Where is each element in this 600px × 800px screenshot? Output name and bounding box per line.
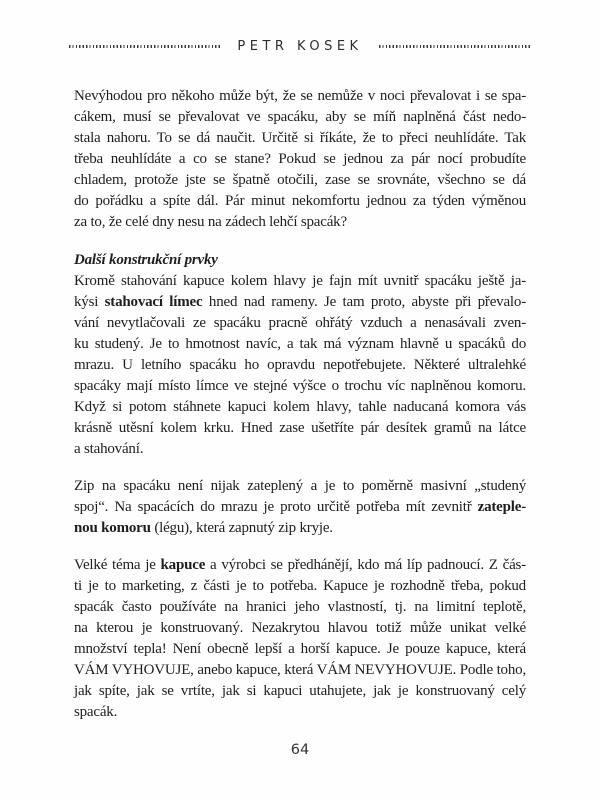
text-segment: na kterou je konstruovaný. Nezakrytou hlavou totiž může unikat velké xyxy=(74,620,526,636)
text-segment: cákem, musí se převalovat ve spacáku, aby se míň naplněná část nedo- xyxy=(74,109,526,125)
paragraph xyxy=(74,271,526,460)
paragraph xyxy=(74,555,526,723)
bold-term: kapuce xyxy=(160,557,206,573)
text-segment: ti je to marketing, z části je to potřeba. Kapuce je rozhodně třeba, pokud xyxy=(74,578,526,594)
text-line xyxy=(74,355,526,376)
text-line xyxy=(74,597,526,618)
text-segment: spoj“. Na spacácích do mrazu je proto určitě potřeba mít zevnitř xyxy=(74,499,478,515)
page-footer xyxy=(0,742,600,758)
text-segment: Kromě stahování kapuce kolem hlavy je fajn mít uvnitř spacáku ještě ja- xyxy=(74,273,526,289)
text-line xyxy=(74,439,526,460)
text-segment: jak spíte, jak se vrtíte, jak si kapuci utahujete, jak je konstruovaný celý xyxy=(74,683,526,699)
text-segment: množství tepla! Není obecně lepší a horší kapuce. Je pouze kapuce, která xyxy=(74,641,526,657)
text-line xyxy=(74,476,526,497)
text-segment: krásně utěsní kolem krku. Hned zase ušetříte pár desítek gramů na látce xyxy=(74,420,526,436)
text-line xyxy=(74,191,526,212)
text-segment: do pořádku a spíte dál. Pár minut nekomfortu jednou za týden výměnou xyxy=(74,193,526,209)
header-rule-right xyxy=(379,45,531,48)
text-segment: spacák. xyxy=(74,704,118,720)
text-line xyxy=(74,618,526,639)
text-segment: třeba neuhlídáte a co se stane? Pokud se jednou za pár nocí probudíte xyxy=(74,151,526,167)
text-segment: a výrobci se předhánějí, kdo má líp padnoucí. Z čás- xyxy=(205,557,526,573)
running-header-author: PETR KOSEK xyxy=(237,39,363,54)
paragraph xyxy=(74,476,526,539)
text-line xyxy=(74,212,526,233)
bold-term: nou komoru xyxy=(74,520,151,536)
bold-term: stahovací límec xyxy=(104,294,203,310)
text-segment: kýsi xyxy=(74,294,105,310)
text-line xyxy=(74,376,526,397)
text-line xyxy=(74,639,526,660)
text-segment: hned nad rameny. Je tam proto, abyste při převalo- xyxy=(202,294,526,310)
text-segment: chladem, protože jste se špatně otočili, zase se srovnáte, všechno se dá xyxy=(74,172,526,188)
text-line xyxy=(74,86,526,107)
text-segment: Když si potom stáhnete kapuci kolem hlavy, tahle naducaná komora vás xyxy=(74,399,526,415)
running-header xyxy=(0,39,600,54)
paragraph xyxy=(74,86,526,233)
text-segment: Nevýhodou pro někoho může být, že se nemůže v noci převalovat i se spa- xyxy=(74,88,526,104)
text-line xyxy=(74,170,526,191)
text-segment: za to, že celé dny nesu na zádech lehčí spacák? xyxy=(74,214,347,230)
text-line xyxy=(74,497,526,518)
text-segment: stala nahoru. To se dá naučit. Určitě si říkáte, že to přeci neuhlídáte. Tak xyxy=(74,130,526,146)
text-line xyxy=(74,555,526,576)
header-rule-left xyxy=(69,45,221,48)
text-segment: VÁM VYHOVUJE, anebo kapuce, která VÁM NEVYHOVUJE. Podle toho, xyxy=(74,662,526,678)
text-line xyxy=(74,681,526,702)
text-segment: vání nevytlačovali ze spacáku pracně ohřátý vzduch a nenasávali zven- xyxy=(74,315,526,331)
text-line xyxy=(74,397,526,418)
text-segment: Zip na spacáku není nijak zateplený a je to poměrně masivní „studený xyxy=(74,478,526,494)
text-segment: mrazu. U letního spacáku ho opravdu nepotřebujete. Některé ultralehké xyxy=(74,357,526,373)
text-line xyxy=(74,128,526,149)
text-line xyxy=(74,334,526,355)
text-segment: ku studený. Je to hmotnost navíc, a tak má význam hlavně u spacáků do xyxy=(74,336,526,352)
section-heading: Další konstrukční prvky xyxy=(74,252,218,268)
page-number: 64 xyxy=(290,742,310,758)
text-line xyxy=(74,271,526,292)
text-line xyxy=(74,660,526,681)
text-line xyxy=(74,107,526,128)
bold-term: zateple- xyxy=(477,499,526,515)
text-segment: Velké téma je xyxy=(74,557,161,573)
text-line xyxy=(74,576,526,597)
text-segment: (légu), která zapnutý zip kryje. xyxy=(150,520,333,536)
text-line xyxy=(74,518,526,539)
page-text xyxy=(74,86,526,723)
text-segment: a stahování. xyxy=(74,441,144,457)
text-line xyxy=(74,313,526,334)
text-line xyxy=(74,418,526,439)
text-segment: spacák často používáte na hranici jeho vlastností, tj. na limitní teplotě, xyxy=(74,599,526,615)
text-line xyxy=(74,292,526,313)
text-line xyxy=(74,149,526,170)
text-segment: spacáky mají místo límce ve stejné výšce o trochu víc naplněnou komoru. xyxy=(74,378,526,394)
text-line xyxy=(74,702,526,723)
